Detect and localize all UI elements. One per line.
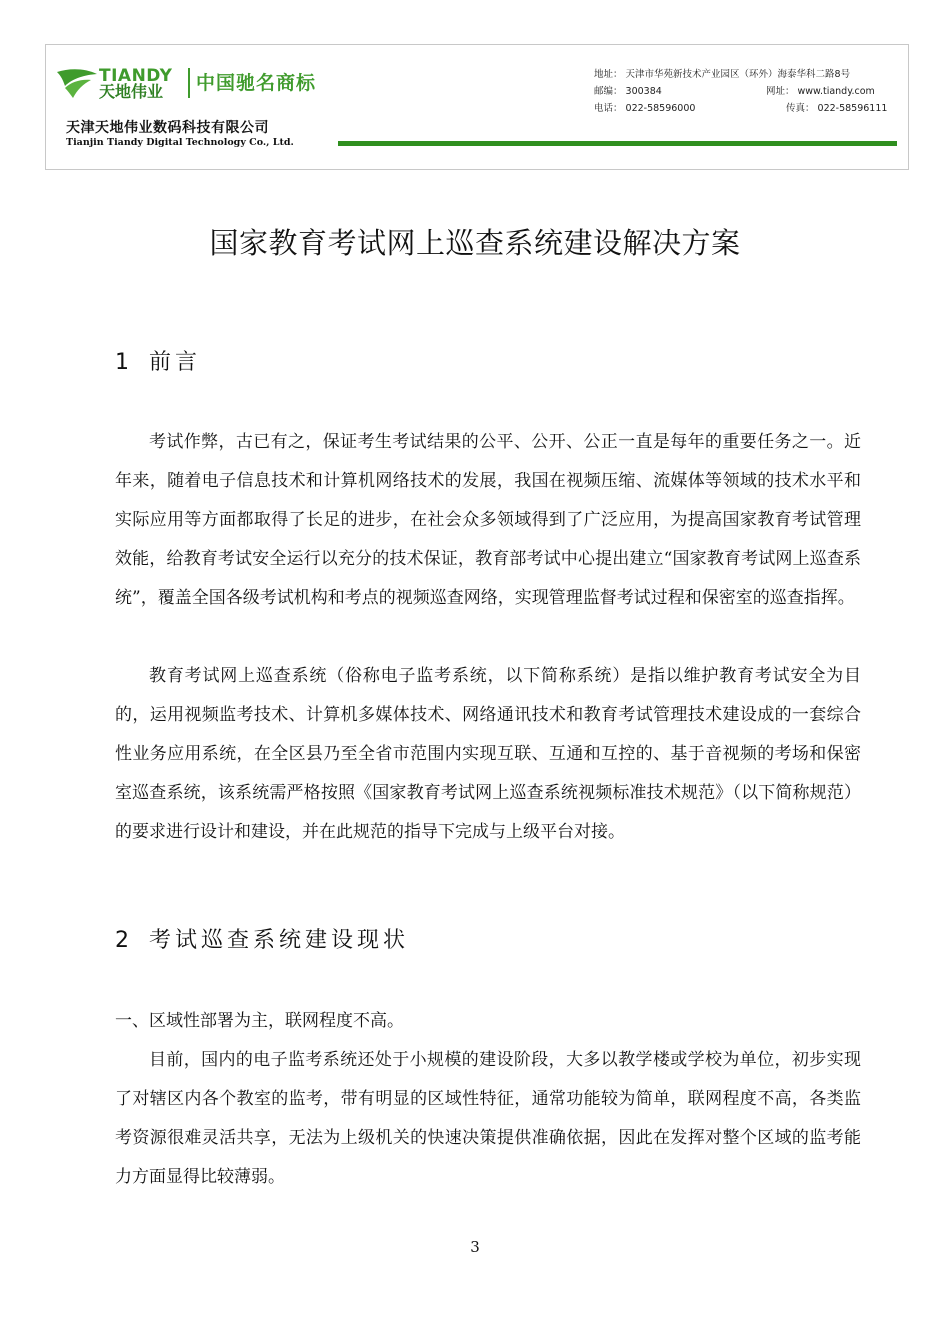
header-rule: [338, 141, 897, 146]
paragraph: 考试作弊，古已有之，保证考生考试结果的公平、公开、公正一直是每年的重要任务之一。近年来，随着电子信息技术和计算机网络技术的发展，我国在视频压缩、流媒体等领域的技术水平和实际应用等方面都取得了长足的进步，在社会众多领域得到了广泛应用，为提高国家教育考试管理效能，给教育考试安全运行以充分的技术保证，教育部考试中心提出建立“国家教育考试网上巡查系统”，覆盖全国各级考试机构和考点的视频巡查网络，实现管理监督考试过程和保密室的巡查指挥。: [115, 432, 861, 608]
section-title: 前言: [149, 350, 202, 375]
paragraph: 目前，国内的电子监考系统还处于小规模的建设阶段，大多以教学楼或学校为单位，初步实现了对辖区内各个教室的监考，带有明显的区域性特征，通常功能较为简单，联网程度不高，各类监考资源很难灵活共享，无法为上级机关的快速决策提供准确依据，因此在发挥对整个区域的监考能力方面显得比较薄弱。: [115, 1050, 861, 1187]
section-number: 1: [115, 350, 129, 375]
document-title: 国家教育考试网上巡查系统建设解决方案: [209, 226, 741, 260]
letterhead-frame: [45, 44, 909, 170]
logo-divider: [188, 68, 190, 98]
company-logo: [55, 64, 355, 104]
brand-slogan: 中国驰名商标: [196, 72, 317, 94]
subheading: 一、区域性部署为主，联网程度不高。: [115, 1011, 404, 1031]
brand-name-cn: 天地伟业: [99, 82, 164, 101]
page-number: 3: [470, 1238, 480, 1256]
section-title: 考试巡查系统建设现状: [149, 928, 410, 953]
leaf-logo-icon: [55, 66, 99, 100]
paragraph: 教育考试网上巡查系统（俗称电子监考系统，以下简称系统）是指以维护教育考试安全为目的，运用视频监考技术、计算机多媒体技术、网络通讯技术和教育考试管理技术建设成的一套综合性业务应用系统，在全区县乃至全省市范围内实现互联、互通和互控的、基于音视频的考场和保密室巡查系统，该系统需严格按照《国家教育考试网上巡查系统视频标准技术规范》（以下简称规范）的要求进行设计和建设，并在此规范的指导下完成与上级平台对接。: [115, 666, 861, 842]
contact-address: 地址： 天津市华苑新技术产业园区（环外）海泰华科二路8号: [594, 69, 851, 80]
contact-postcode: 邮编： 300384: [594, 86, 662, 97]
contact-phone: 电话： 022-58596000: [594, 103, 696, 114]
section-heading: [115, 926, 409, 956]
contact-fax: 传真： 022-58596111: [786, 103, 888, 114]
section-heading: [115, 348, 201, 378]
company-name-en: Tianjin Tiandy Digital Technology Co., Ltd.: [66, 137, 294, 148]
brand-name-en: TIANDY: [99, 66, 173, 86]
contact-website: 网址： www.tiandy.com: [766, 86, 875, 97]
company-name-cn: 天津天地伟业数码科技有限公司: [66, 120, 269, 136]
section-number: 2: [115, 928, 129, 953]
